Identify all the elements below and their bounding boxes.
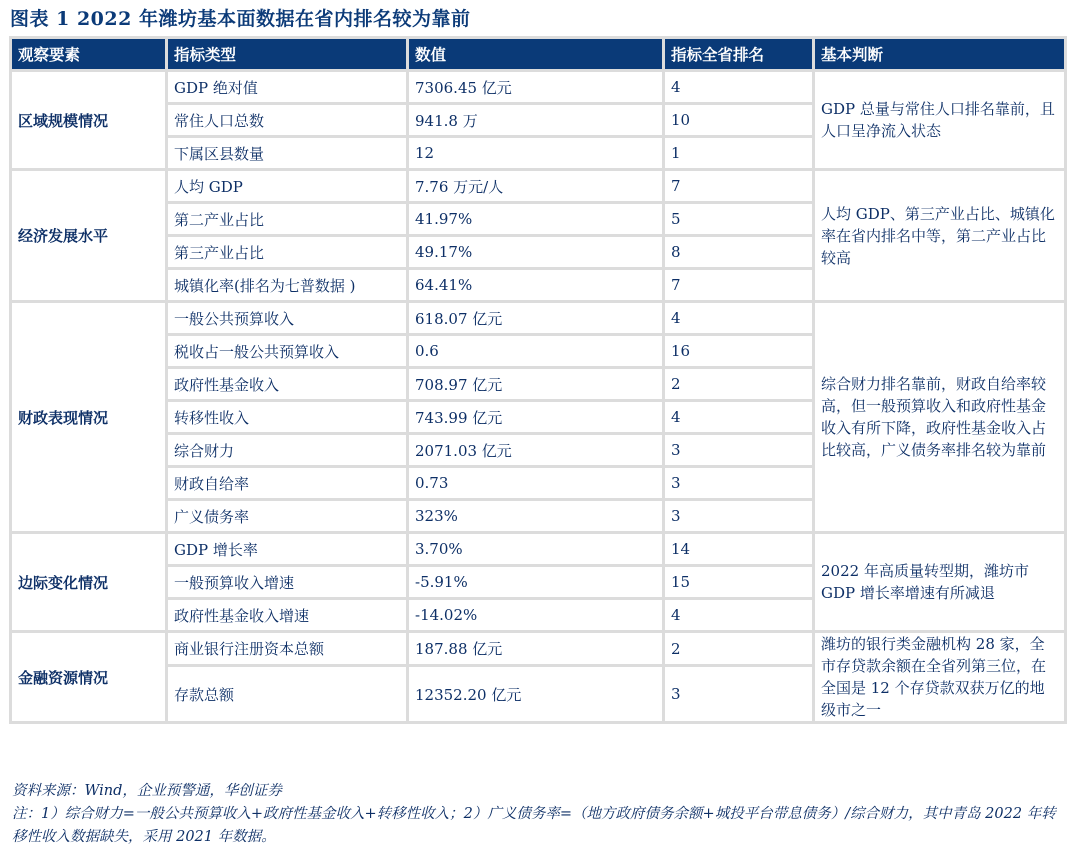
figure-title: 图表 1 2022 年潍坊基本面数据在省内排名较为靠前 xyxy=(10,8,471,30)
value-cell: 7.76 万元/人 xyxy=(408,170,664,203)
indicator-cell: 转移性收入 xyxy=(167,401,408,434)
rank-cell: 4 xyxy=(664,302,814,335)
indicator-cell: 第三产业占比 xyxy=(167,236,408,269)
value-cell: 7306.45 亿元 xyxy=(408,71,664,104)
judgement-cell: 潍坊的银行类金融机构 28 家，全市存贷款余额在全省列第三位，在全国是 12 个存贷款双获万亿的地级市之一 xyxy=(814,632,1066,723)
indicator-cell: 政府性基金收入 xyxy=(167,368,408,401)
rank-cell: 4 xyxy=(664,599,814,632)
formula-note: 注：1）综合财力=一般公共预算收入+政府性基金收入+转移性收入；2）广义债务率=（地方政府债务余额+城投平台带息债务）/综合财力，其中青岛 2022 年转移性收入数据缺失，采用 2021 年数据。 xyxy=(12,806,1056,845)
group-label: 财政表现情况 xyxy=(11,302,167,533)
source-note: 资料来源：Wind，企业预警通，华创证券 xyxy=(12,783,282,799)
rank-cell: 7 xyxy=(664,170,814,203)
value-cell: 708.97 亿元 xyxy=(408,368,664,401)
rank-cell: 10 xyxy=(664,104,814,137)
value-cell: -5.91% xyxy=(408,566,664,599)
indicator-cell: 一般公共预算收入 xyxy=(167,302,408,335)
value-cell: 12 xyxy=(408,137,664,170)
group-label: 金融资源情况 xyxy=(11,632,167,723)
rank-cell: 15 xyxy=(664,566,814,599)
indicator-cell: 一般预算收入增速 xyxy=(167,566,408,599)
rank-cell: 3 xyxy=(664,467,814,500)
indicator-cell: 常住人口总数 xyxy=(167,104,408,137)
value-cell: 323% xyxy=(408,500,664,533)
rank-cell: 14 xyxy=(664,533,814,566)
judgement-cell: 人均 GDP、第三产业占比、城镇化率在省内排名中等，第二产业占比较高 xyxy=(814,170,1066,302)
indicator-cell: 财政自给率 xyxy=(167,467,408,500)
indicator-cell: 商业银行注册资本总额 xyxy=(167,632,408,666)
rank-cell: 4 xyxy=(664,71,814,104)
header-indicator: 指标类型 xyxy=(167,38,408,71)
value-cell: 2071.03 亿元 xyxy=(408,434,664,467)
header-row xyxy=(11,38,1066,71)
indicator-cell: GDP 绝对值 xyxy=(167,71,408,104)
rank-cell: 8 xyxy=(664,236,814,269)
indicator-cell: 城镇化率(排名为七普数据 ) xyxy=(167,269,408,302)
judgement-cell: GDP 总量与常住人口排名靠前，且人口呈净流入状态 xyxy=(814,71,1066,170)
group-label: 边际变化情况 xyxy=(11,533,167,632)
rank-cell: 7 xyxy=(664,269,814,302)
rank-cell: 3 xyxy=(664,666,814,723)
value-cell: 49.17% xyxy=(408,236,664,269)
value-cell: -14.02% xyxy=(408,599,664,632)
indicator-cell: 人均 GDP xyxy=(167,170,408,203)
table-row xyxy=(11,632,1066,666)
indicator-cell: GDP 增长率 xyxy=(167,533,408,566)
rank-cell: 4 xyxy=(664,401,814,434)
rank-cell: 1 xyxy=(664,137,814,170)
rank-cell: 3 xyxy=(664,434,814,467)
data-table xyxy=(9,36,1067,724)
table-row xyxy=(11,71,1066,104)
header-factor: 观察要素 xyxy=(11,38,167,71)
rank-cell: 2 xyxy=(664,632,814,666)
table-row xyxy=(11,533,1066,566)
table-row xyxy=(11,170,1066,203)
group-label: 区域规模情况 xyxy=(11,71,167,170)
value-cell: 187.88 亿元 xyxy=(408,632,664,666)
value-cell: 3.70% xyxy=(408,533,664,566)
header-value: 数值 xyxy=(408,38,664,71)
header-rank: 指标全省排名 xyxy=(664,38,814,71)
indicator-cell: 政府性基金收入增速 xyxy=(167,599,408,632)
rank-cell: 2 xyxy=(664,368,814,401)
indicator-cell: 综合财力 xyxy=(167,434,408,467)
value-cell: 0.6 xyxy=(408,335,664,368)
indicator-cell: 下属区县数量 xyxy=(167,137,408,170)
rank-cell: 3 xyxy=(664,500,814,533)
value-cell: 0.73 xyxy=(408,467,664,500)
indicator-cell: 广义债务率 xyxy=(167,500,408,533)
value-cell: 41.97% xyxy=(408,203,664,236)
value-cell: 64.41% xyxy=(408,269,664,302)
table-row xyxy=(11,302,1066,335)
judgement-cell: 2022 年高质量转型期，潍坊市 GDP 增长率增速有所减退 xyxy=(814,533,1066,632)
footnotes xyxy=(12,780,1062,849)
rank-cell: 16 xyxy=(664,335,814,368)
rank-cell: 5 xyxy=(664,203,814,236)
header-judgement: 基本判断 xyxy=(814,38,1066,71)
group-label: 经济发展水平 xyxy=(11,170,167,302)
value-cell: 618.07 亿元 xyxy=(408,302,664,335)
value-cell: 743.99 亿元 xyxy=(408,401,664,434)
judgement-cell: 综合财力排名靠前，财政自给率较高，但一般预算收入和政府性基金收入有所下降，政府性基金收入占比较高，广义债务率排名较为靠前 xyxy=(814,302,1066,533)
indicator-cell: 税收占一般公共预算收入 xyxy=(167,335,408,368)
value-cell: 12352.20 亿元 xyxy=(408,666,664,723)
indicator-cell: 第二产业占比 xyxy=(167,203,408,236)
indicator-cell: 存款总额 xyxy=(167,666,408,723)
value-cell: 941.8 万 xyxy=(408,104,664,137)
